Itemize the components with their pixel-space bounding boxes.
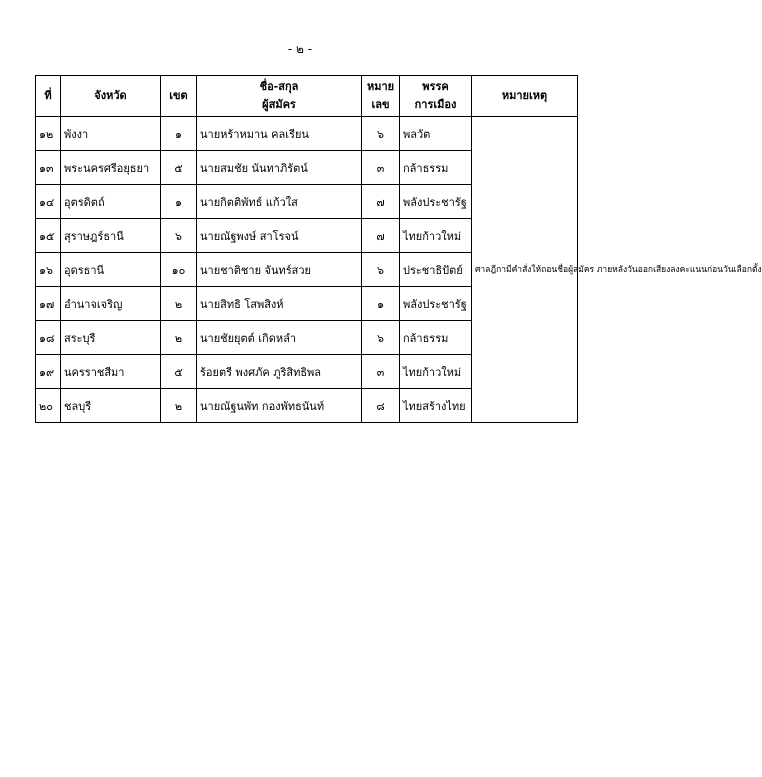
cell-no: ๑๙ [36,355,61,389]
cell-party: ประชาธิปัตย์ [400,253,472,287]
header-party-line2: การเมือง [414,98,457,111]
header-district: เขต [161,76,197,117]
header-number-line1: หมาย [366,80,395,93]
table-row [36,117,578,151]
cell-province: ชลบุรี [61,389,161,423]
cell-no: ๑๘ [36,321,61,355]
cell-number: ๖ [362,321,400,355]
cell-province: อุตรดิตถ์ [61,185,161,219]
cell-province: สุราษฎร์ธานี [61,219,161,253]
cell-party: กล้าธรรม [400,151,472,185]
cell-number: ๖ [362,253,400,287]
cell-name: นายชาติชาย จันทร์สวย [197,253,362,287]
cell-number: ๘ [362,389,400,423]
header-province: จังหวัด [61,76,161,117]
cell-number: ๓ [362,355,400,389]
header-party [400,76,472,117]
cell-party: พลวัต [400,117,472,151]
cell-district: ๒ [161,287,197,321]
cell-remark: ศาลฎีกามีคำสั่งให้ถอนชื่อผู้สมัคร ภายหลังวันออกเสียงลงคะแนนก่อนวันเลือกตั้ง [472,117,578,423]
cell-name: นายสิทธิ โสพสิงห์ [197,287,362,321]
header-remark: หมายเหตุ [472,76,578,117]
cell-number: ๓ [362,151,400,185]
cell-district: ๕ [161,151,197,185]
header-number [362,76,400,117]
cell-number: ๑ [362,287,400,321]
cell-district: ๒ [161,389,197,423]
header-no: ที่ [36,76,61,117]
cell-name: ร้อยตรี พงศภัค ภูริสิทธิพล [197,355,362,389]
header-party-line1: พรรค [422,80,449,93]
header-name-line2: ผู้สมัคร [262,98,296,111]
header-row [36,76,578,117]
cell-name: นายณัฐพงษ์ สาโรจน์ [197,219,362,253]
cell-name: นายณัฐนพัท กองพัทธนันท์ [197,389,362,423]
cell-district: ๕ [161,355,197,389]
header-name-line1: ชื่อ-สกุล [259,80,299,93]
cell-province: อุดรธานี [61,253,161,287]
cell-party: พลังประชารัฐ [400,185,472,219]
cell-province: นครราชสีมา [61,355,161,389]
cell-province: พระนครศรีอยุธยา [61,151,161,185]
cell-province: สระบุรี [61,321,161,355]
cell-number: ๗ [362,185,400,219]
cell-number: ๗ [362,219,400,253]
header-name [197,76,362,117]
cell-no: ๑๕ [36,219,61,253]
page-number: - ๒ - [287,42,313,56]
cell-party: ไทยก้าวใหม่ [400,219,472,253]
cell-no: ๑๗ [36,287,61,321]
cell-no: ๑๖ [36,253,61,287]
cell-no: ๑๓ [36,151,61,185]
cell-name: นายหร้าหมาน คลเรียน [197,117,362,151]
cell-district: ๑๐ [161,253,197,287]
cell-no: ๑๔ [36,185,61,219]
cell-name: นายชัยยุตต์ เกิดหลำ [197,321,362,355]
cell-name: นายสมชัย นันทาภิรัตน์ [197,151,362,185]
candidates-table [35,75,762,423]
header-number-line2: เลข [371,98,390,111]
cell-no: ๒๐ [36,389,61,423]
cell-district: ๑ [161,117,197,151]
cell-province: พังงา [61,117,161,151]
cell-district: ๒ [161,321,197,355]
cell-name: นายกิตติพัทธ์ แก้วใส [197,185,362,219]
cell-party: พลังประชารัฐ [400,287,472,321]
cell-district: ๑ [161,185,197,219]
cell-number: ๖ [362,117,400,151]
cell-no: ๑๒ [36,117,61,151]
cell-party: ไทยก้าวใหม่ [400,355,472,389]
cell-party: กล้าธรรม [400,321,472,355]
cell-province: อำนาจเจริญ [61,287,161,321]
cell-district: ๖ [161,219,197,253]
cell-party: ไทยสร้างไทย [400,389,472,423]
